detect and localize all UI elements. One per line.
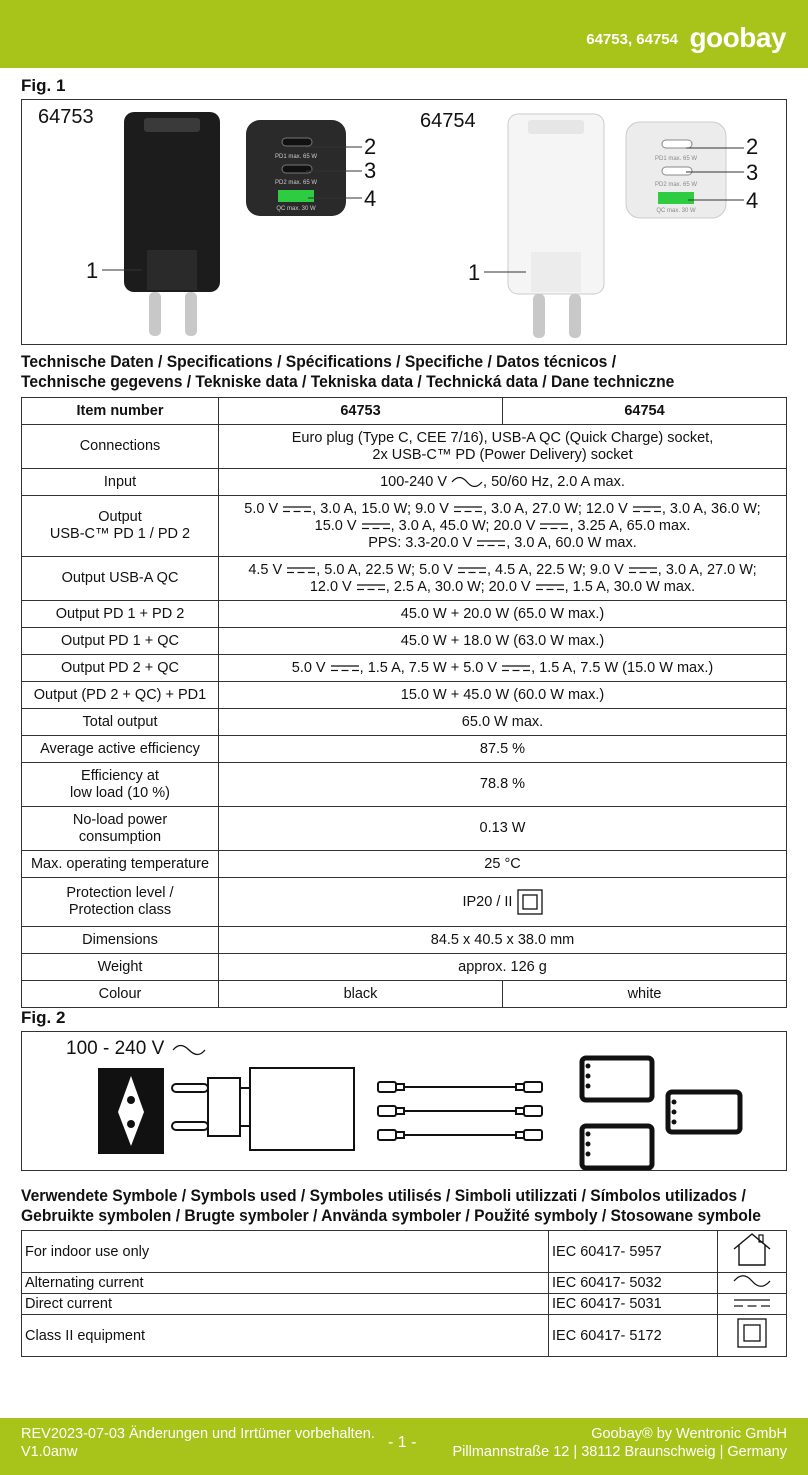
house-icon: [731, 1231, 773, 1267]
symbol-iec: IEC 60417- 5957: [549, 1231, 718, 1273]
ac-icon: [451, 477, 483, 487]
spec-heading-line1: Technische Daten / Specifications / Spécifications / Specifiche / Datos técnicos /: [21, 352, 617, 371]
value-part: , 3.0 A, 15.0 W; 9.0 V: [312, 500, 449, 517]
protection-label1: Protection level /: [66, 885, 174, 901]
model-white-label: 64754: [420, 110, 476, 132]
pd1-qc-value: 45.0 W + 18.0 W (63.0 W max.): [219, 628, 787, 655]
fig2-box: [21, 1031, 787, 1171]
protection-label: [22, 878, 219, 927]
output-usbc-value: [219, 496, 787, 557]
pd1-qc-label: Output PD 1 + QC: [22, 628, 219, 655]
output-usbc-label2: USB-C™ PD 1 / PD 2: [49, 526, 191, 542]
footer-version: V1.0anw: [21, 1444, 78, 1460]
item-number-64753: 64753: [219, 398, 503, 425]
low-efficiency-label: [22, 763, 219, 807]
dc-icon: [453, 505, 483, 513]
connections-line1: Euro plug (Type C, CEE 7/16), USB-A QC (Quick Charge) socket,: [291, 429, 714, 446]
connections-line2: 2x USB-C™ PD (Power Delivery) socket: [372, 446, 633, 463]
item-number-64754: 64754: [502, 398, 786, 425]
table-row: [22, 1231, 787, 1273]
symbol-name: Direct current: [22, 1294, 549, 1315]
pd1-pd2-value: 45.0 W + 20.0 W (65.0 W max.): [219, 601, 787, 628]
value-part: , 3.25 A, 65.0 max.: [569, 517, 691, 534]
symbols-heading: [21, 1186, 761, 1226]
avg-efficiency-label: Average active efficiency: [22, 736, 219, 763]
brand-logo: goobay: [689, 22, 786, 53]
value-part: , 3.0 A, 60.0 W max.: [506, 534, 637, 551]
table-row: [22, 927, 787, 954]
callout-4-left: 4: [364, 186, 377, 211]
input-value: [219, 469, 787, 496]
dc-icon: [535, 583, 565, 591]
output-usbc-line2: [222, 518, 783, 535]
footer-left: [21, 1425, 375, 1461]
value-part: PPS: 3.3-20.0 V: [368, 534, 473, 551]
table-row: [22, 1315, 787, 1357]
connections-label: Connections: [22, 425, 219, 469]
model-black-label: 64753: [38, 106, 94, 128]
callout-4-right: 4: [746, 188, 759, 213]
callout-lines-left: [102, 140, 392, 280]
spec-heading-line2: Technische gegevens / Tekniske data / Tekniska data / Technická data / Dane techniczne: [21, 372, 675, 391]
footer-revision: REV2023-07-03 Änderungen und Irrtümer vorbehalten.: [21, 1426, 375, 1442]
callout-3-right: 3: [746, 160, 759, 185]
low-eff-label2: low load (10 %): [70, 784, 170, 801]
protection-value: [219, 878, 787, 927]
symbol-cell: [718, 1231, 787, 1273]
output-usba-line1: [222, 562, 783, 579]
value-part: 5.0 V: [244, 500, 279, 517]
item-codes: 64753, 64754: [586, 31, 678, 48]
max-temp-label: Max. operating temperature: [22, 851, 219, 878]
low-efficiency-value: 78.8 %: [219, 763, 787, 807]
value-part: 5.0 V: [291, 659, 326, 676]
class2-icon: [737, 1318, 767, 1348]
fig2-voltage: 100 - 240 V: [66, 1038, 165, 1059]
pd2qc-pd1-value: 15.0 W + 45.0 W (60.0 W max.): [219, 682, 787, 709]
noload-label1: No-load power: [72, 811, 168, 828]
table-row: [22, 601, 787, 628]
value-part: , 4.5 A, 22.5 W; 9.0 V: [487, 561, 624, 578]
dc-icon: [476, 539, 506, 547]
table-row: [22, 398, 787, 425]
symbol-iec: IEC 60417- 5031: [549, 1294, 718, 1315]
value-part: , 3.0 A, 36.0 W;: [661, 500, 761, 517]
symbol-name: Alternating current: [22, 1273, 549, 1294]
callout-1-left: 1: [86, 258, 99, 283]
input-rest: , 50/60 Hz, 2.0 A max.: [483, 473, 625, 490]
symbols-table: [21, 1230, 787, 1357]
symbol-cell: [718, 1273, 787, 1294]
table-row: [22, 878, 787, 927]
callout-3-left: 3: [364, 158, 377, 183]
fig1-box: [21, 99, 787, 345]
value-part: 12.0 V: [309, 578, 352, 595]
fig1-label: Fig. 1: [21, 76, 66, 95]
port-label-pd2: PD2 max. 65 W: [274, 180, 318, 186]
dimensions-value: 84.5 x 40.5 x 38.0 mm: [219, 927, 787, 954]
protection-label2: Protection class: [68, 902, 172, 918]
table-row: [22, 954, 787, 981]
class2-icon: [517, 889, 543, 915]
symbol-cell: [718, 1315, 787, 1357]
port-label-pd1-white: PD1 max. 65 W: [654, 156, 698, 162]
protection-text: IP20 / II: [462, 893, 513, 910]
spec-heading: [21, 352, 674, 392]
total-output-label: Total output: [22, 709, 219, 736]
value-part: 15.0 V: [314, 517, 357, 534]
table-row: [22, 807, 787, 851]
pd2qc-pd1-label: Output (PD 2 + QC) + PD1: [22, 682, 219, 709]
output-usbc-label: [22, 496, 219, 557]
dc-icon: [632, 505, 662, 513]
table-row: [22, 682, 787, 709]
value-part: , 3.0 A, 45.0 W; 20.0 V: [390, 517, 536, 534]
footer-company: Goobay® by Wentronic GmbH: [591, 1426, 787, 1442]
dc-icon: [356, 583, 386, 591]
input-voltage: 100-240 V: [380, 473, 448, 490]
colour-label: Colour: [22, 981, 219, 1008]
value-part: , 2.5 A, 30.0 W; 20.0 V: [385, 578, 531, 595]
footer-address: Pillmannstraße 12 | 38112 Braunschweig | Germany: [452, 1444, 787, 1460]
value-part: , 1.5 A, 7.5 W + 5.0 V: [359, 659, 498, 676]
table-row: [22, 469, 787, 496]
output-usbc-line3: [222, 535, 783, 552]
noload-label: [22, 807, 219, 851]
port-label-qc-white: QC max. 30 W: [656, 208, 696, 214]
table-row: [22, 557, 787, 601]
table-row: [22, 1294, 787, 1315]
table-row: [22, 709, 787, 736]
table-row: [22, 628, 787, 655]
weight-value: approx. 126 g: [219, 954, 787, 981]
spec-table: [21, 397, 787, 1008]
input-label: Input: [22, 469, 219, 496]
port-label-pd2-white: PD2 max. 65 W: [654, 182, 698, 188]
pd2-qc-label: Output PD 2 + QC: [22, 655, 219, 682]
fig2-illustration: [22, 1032, 786, 1170]
table-row: [22, 981, 787, 1008]
output-usbc-label1: Output: [98, 509, 142, 525]
dimensions-label: Dimensions: [22, 927, 219, 954]
value-part: 4.5 V: [248, 561, 283, 578]
noload-value: 0.13 W: [219, 807, 787, 851]
avg-efficiency-value: 87.5 %: [219, 736, 787, 763]
table-row: [22, 1273, 787, 1294]
output-usbc-line1: [222, 501, 783, 518]
dc-icon: [628, 566, 658, 574]
callout-lines-right: [482, 140, 772, 280]
dc-icon: [330, 664, 360, 672]
callout-2-left: 2: [364, 134, 377, 159]
table-row: [22, 425, 787, 469]
dc-icon: [732, 1298, 772, 1308]
footer-bar: [0, 1418, 808, 1475]
value-part: , 1.5 A, 7.5 W (15.0 W max.): [531, 659, 714, 676]
dc-icon: [286, 566, 316, 574]
dc-icon: [457, 566, 487, 574]
table-row: [22, 763, 787, 807]
dc-icon: [282, 505, 312, 513]
symbol-name: For indoor use only: [22, 1231, 549, 1273]
fig2-label: Fig. 2: [21, 1008, 66, 1027]
callout-1-right: 1: [468, 260, 481, 285]
dc-icon: [539, 522, 569, 530]
dc-icon: [361, 522, 391, 530]
pd2-qc-value: [219, 655, 787, 682]
output-usba-line2: [222, 579, 783, 596]
value-part: , 5.0 A, 22.5 W; 5.0 V: [316, 561, 453, 578]
port-label-qc: QC max. 30 W: [276, 206, 316, 212]
value-part: , 3.0 A, 27.0 W; 12.0 V: [482, 500, 628, 517]
table-row: [22, 655, 787, 682]
value-part: , 1.5 A, 30.0 W max.: [564, 578, 696, 595]
header-bar: [0, 0, 808, 68]
value-part: , 3.0 A, 27.0 W;: [657, 561, 757, 578]
port-label-pd1: PD1 max. 65 W: [274, 154, 318, 160]
symbols-heading-line2: Gebruikte symbolen / Brugte symboler / Använda symboler / Použité symboly / Stosowane symbole: [21, 1206, 761, 1225]
output-usba-label: Output USB-A QC: [22, 557, 219, 601]
noload-label2: consumption: [78, 828, 162, 845]
connections-value: [219, 425, 787, 469]
item-number-label: Item number: [22, 398, 219, 425]
symbols-heading-line1: Verwendete Symbole / Symbols used / Symboles utilisés / Simboli utilizzati / Símbolos utilizados /: [21, 1186, 746, 1205]
colour-black: black: [219, 981, 503, 1008]
footer-right: [453, 1425, 787, 1461]
symbol-name: Class II equipment: [22, 1315, 549, 1357]
low-eff-label1: Efficiency at: [81, 767, 159, 784]
table-row: [22, 851, 787, 878]
callout-2-right: 2: [746, 134, 759, 159]
weight-label: Weight: [22, 954, 219, 981]
total-output-value: 65.0 W max.: [219, 709, 787, 736]
output-usba-value: [219, 557, 787, 601]
symbol-cell: [718, 1294, 787, 1315]
max-temp-value: 25 °C: [219, 851, 787, 878]
pd1-pd2-label: Output PD 1 + PD 2: [22, 601, 219, 628]
dc-icon: [501, 664, 531, 672]
colour-white: white: [502, 981, 786, 1008]
table-row: [22, 736, 787, 763]
table-row: [22, 496, 787, 557]
symbol-iec: IEC 60417- 5032: [549, 1273, 718, 1294]
page-number: - 1 -: [388, 1434, 417, 1451]
symbol-iec: IEC 60417- 5172: [549, 1315, 718, 1357]
ac-icon: [732, 1275, 772, 1287]
